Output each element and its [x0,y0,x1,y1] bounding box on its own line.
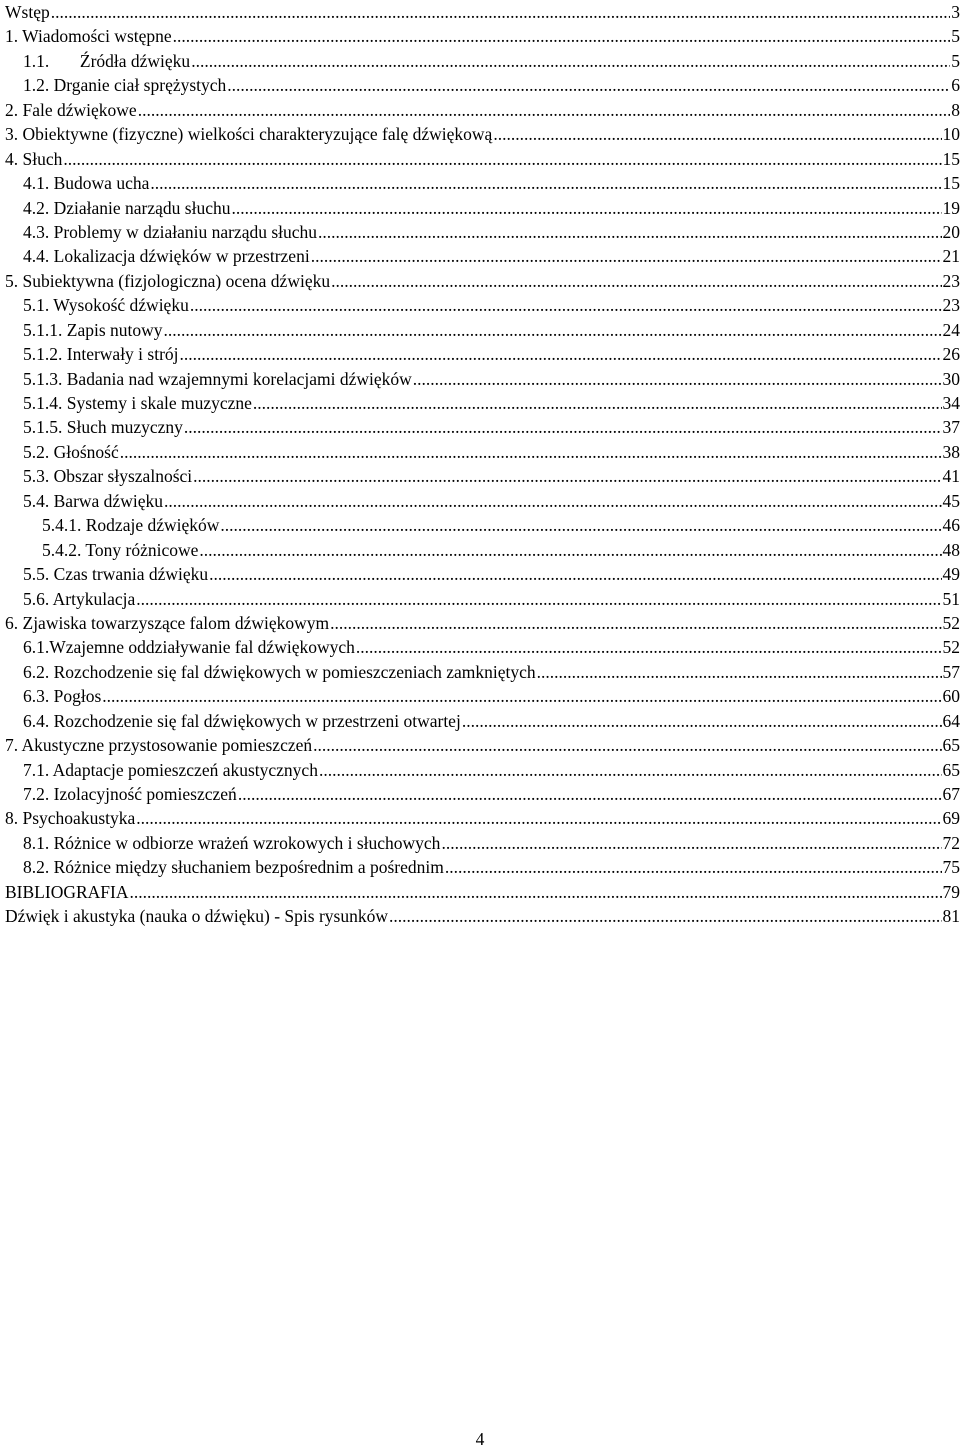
toc-entry[interactable] [5,98,960,122]
toc-entry-page[interactable]: 30 [943,367,960,391]
toc-entry[interactable] [5,464,960,488]
toc-entry[interactable] [5,147,960,171]
toc-entry-title[interactable]: 5. Subiektywna (fizjologiczna) ocena dźwięku [5,269,330,293]
toc-dot-leader [537,660,942,684]
toc-entry[interactable] [5,73,960,97]
toc-entry-title[interactable]: 5.1.4. Systemy i skale muzyczne [23,391,252,415]
toc-dot-leader [199,538,941,562]
toc-dot-leader [330,611,941,635]
toc-entry[interactable] [5,342,960,366]
toc-entry[interactable] [5,489,960,513]
toc-entry[interactable] [5,0,960,24]
toc-dot-leader [253,391,942,415]
toc-entry-title[interactable]: 5.5. Czas trwania dźwięku [23,562,208,586]
toc-entry[interactable] [5,587,960,611]
toc-entry[interactable] [5,611,960,635]
toc-entry-page[interactable]: 72 [943,831,960,855]
toc-entry-page[interactable]: 79 [943,880,960,904]
toc-entry-title[interactable]: 4.3. Problemy w działaniu narządu słuchu [23,220,317,244]
toc-entry-title[interactable]: 1. Wiadomości wstępne [5,24,172,48]
toc-entry-page[interactable]: 60 [943,684,960,708]
toc-dot-leader [164,489,942,513]
toc-dot-leader [184,415,942,439]
toc-entry[interactable] [5,904,960,928]
toc-entry[interactable] [5,244,960,268]
toc-entry[interactable] [5,440,960,464]
toc-entry[interactable] [5,758,960,782]
toc-entry-title[interactable]: 4.4. Lokalizacja dźwięków w przestrzeni [23,244,310,268]
toc-entry[interactable] [5,709,960,733]
toc-dot-leader [441,831,941,855]
toc-dot-leader [220,513,941,537]
toc-entry[interactable] [5,806,960,830]
toc-entry-page[interactable]: 20 [943,220,960,244]
toc-entry-title[interactable]: 6. Zjawiska towarzyszące falom dźwiękowym [5,611,329,635]
toc-entry-page[interactable]: 38 [943,440,960,464]
toc-entry-page[interactable]: 75 [943,855,960,879]
toc-entry-page[interactable]: 67 [943,782,960,806]
toc-dot-leader [120,440,942,464]
toc-entry-page[interactable]: 65 [943,758,960,782]
toc-dot-leader [413,367,942,391]
toc-dot-leader [209,562,941,586]
toc-entry-title[interactable]: 8. Psychoakustyka [5,806,135,830]
page-number: 4 [0,1427,960,1451]
toc-entry-title[interactable]: 1.1. Źródła dźwięku [23,49,190,73]
toc-entry-title[interactable]: 1.2. Drganie ciał sprężystych [23,73,226,97]
toc-entry-page[interactable]: 19 [943,196,960,220]
toc-dot-leader [190,293,942,317]
toc-entry-title[interactable]: 8.2. Różnice między słuchaniem bezpośrednim a pośrednim [23,855,444,879]
toc-entry-title[interactable]: 5.1.5. Słuch muzyczny [23,415,183,439]
toc-entry-page[interactable]: 21 [943,244,960,268]
toc-entry-page[interactable]: 65 [943,733,960,757]
toc-entry[interactable] [5,513,960,537]
toc-entry-title[interactable]: 5.1. Wysokość dźwięku [23,293,189,317]
toc-dot-leader [164,318,942,342]
toc-dot-leader [191,49,950,73]
toc-dot-leader [445,855,942,879]
toc-entry-page[interactable]: 64 [943,709,960,733]
toc-entry[interactable] [5,831,960,855]
toc-entry-title[interactable]: 5.2. Głośność [23,440,119,464]
toc-entry[interactable] [5,684,960,708]
toc-entry[interactable] [5,293,960,317]
toc-entry-page[interactable]: 6 [951,73,960,97]
toc-entry-page[interactable]: 23 [943,293,960,317]
toc-dot-leader [389,904,942,928]
toc-entry[interactable] [5,367,960,391]
toc-entry-page[interactable]: 51 [943,587,960,611]
toc-dot-leader [356,635,942,659]
toc-entry-page[interactable]: 45 [943,489,960,513]
toc-entry[interactable] [5,635,960,659]
toc-entry-title[interactable]: 6.2. Rozchodzenie się fal dźwiękowych w pomieszczeniach zamkniętych [23,660,536,684]
toc-entry[interactable] [5,122,960,146]
toc-entry-title[interactable]: 2. Fale dźwiękowe [5,98,137,122]
toc-entry[interactable] [5,562,960,586]
table-of-contents [5,0,960,929]
toc-dot-leader [232,196,942,220]
toc-dot-leader [319,758,942,782]
toc-entry[interactable] [5,196,960,220]
toc-dot-leader [331,269,941,293]
toc-dot-leader [51,0,951,24]
toc-dot-leader [129,880,941,904]
toc-dot-leader [227,73,950,97]
toc-entry[interactable] [5,391,960,415]
toc-entry[interactable] [5,269,960,293]
toc-entry[interactable] [5,220,960,244]
toc-dot-leader [238,782,942,806]
toc-entry-page[interactable]: 69 [943,806,960,830]
toc-entry-title[interactable]: 3. Obiektywne (fizyczne) wielkości charakteryzujące falę dźwiękową [5,122,492,146]
toc-dot-leader [493,122,941,146]
toc-entry-page[interactable]: 24 [943,318,960,342]
toc-entry-title[interactable]: 6.3. Pogłos [23,684,101,708]
toc-entry-title[interactable]: 5.4.2. Tony różnicowe [42,538,198,562]
toc-entry-page[interactable]: 5 [951,49,960,73]
toc-entry[interactable] [5,782,960,806]
toc-dot-leader [136,806,941,830]
toc-dot-leader [318,220,941,244]
toc-entry-title[interactable]: 8.1. Różnice w odbiorze wrażeń wzrokowych i słuchowych [23,831,440,855]
toc-entry-title[interactable]: 4.1. Budowa ucha [23,171,149,195]
toc-entry[interactable] [5,318,960,342]
toc-entry-title[interactable]: 5.1.1. Zapis nutowy [23,318,163,342]
toc-dot-leader [138,98,951,122]
toc-entry-title[interactable]: 4.2. Działanie narządu słuchu [23,196,231,220]
toc-entry-title[interactable]: 5.3. Obszar słyszalności [23,464,192,488]
toc-entry-title[interactable]: 5.4.1. Rodzaje dźwięków [42,513,219,537]
toc-entry-page[interactable]: 49 [943,562,960,586]
toc-dot-leader [462,709,942,733]
toc-dot-leader [63,147,941,171]
toc-entry-title[interactable]: 5.4. Barwa dźwięku [23,489,163,513]
toc-entry-page[interactable]: 48 [943,538,960,562]
toc-dot-leader [173,24,951,48]
toc-dot-leader [193,464,941,488]
toc-entry-title[interactable]: 7. Akustyczne przystosowanie pomieszczeń [5,733,312,757]
toc-entry-title[interactable]: 6.1.Wzajemne oddziaływanie fal dźwiękowych [23,635,355,659]
toc-entry-page[interactable]: 81 [943,904,960,928]
toc-dot-leader [102,684,941,708]
toc-entry-title[interactable]: 7.2. Izolacyjność pomieszczeń [23,782,237,806]
toc-entry[interactable] [5,733,960,757]
toc-entry-page[interactable]: 52 [943,635,960,659]
toc-entry-page[interactable]: 3 [951,0,960,24]
toc-entry-title[interactable]: 6.4. Rozchodzenie się fal dźwiękowych w przestrzeni otwartej [23,709,461,733]
toc-entry-page[interactable]: 8 [951,98,960,122]
toc-entry[interactable] [5,49,960,73]
toc-entry[interactable] [5,880,960,904]
toc-dot-leader [311,244,942,268]
toc-entry-page[interactable]: 57 [943,660,960,684]
toc-entry-page[interactable]: 41 [943,464,960,488]
toc-entry-page[interactable]: 15 [943,171,960,195]
toc-entry[interactable] [5,538,960,562]
toc-entry-title[interactable]: 7.1. Adaptacje pomieszczeń akustycznych [23,758,318,782]
toc-entry[interactable] [5,660,960,684]
toc-entry-page[interactable]: 37 [943,415,960,439]
toc-entry-page[interactable]: 10 [943,122,960,146]
toc-entry-page[interactable]: 52 [943,611,960,635]
toc-entry[interactable] [5,415,960,439]
toc-entry-title[interactable]: 5.1.3. Badania nad wzajemnymi korelacjami dźwięków [23,367,412,391]
toc-entry-title[interactable]: 5.1.2. Interwały i strój [23,342,179,366]
toc-entry[interactable] [5,855,960,879]
toc-entry[interactable] [5,24,960,48]
toc-entry[interactable] [5,171,960,195]
toc-dot-leader [180,342,942,366]
toc-entry-page[interactable]: 23 [943,269,960,293]
toc-entry-title[interactable]: Dźwięk i akustyka (nauka o dźwięku) - Spis rysunków [5,904,388,928]
toc-dot-leader [150,171,941,195]
toc-entry-title[interactable]: 4. Słuch [5,147,62,171]
toc-entry-page[interactable]: 26 [943,342,960,366]
toc-entry-page[interactable]: 46 [943,513,960,537]
toc-entry-page[interactable]: 15 [943,147,960,171]
toc-dot-leader [313,733,941,757]
toc-entry-page[interactable]: 34 [943,391,960,415]
toc-entry-title[interactable]: 5.6. Artykulacja [23,587,135,611]
toc-entry-page[interactable]: 5 [951,24,960,48]
toc-entry-title[interactable]: Wstęp [5,0,50,24]
toc-dot-leader [136,587,941,611]
toc-entry-title[interactable]: BIBLIOGRAFIA [5,880,128,904]
